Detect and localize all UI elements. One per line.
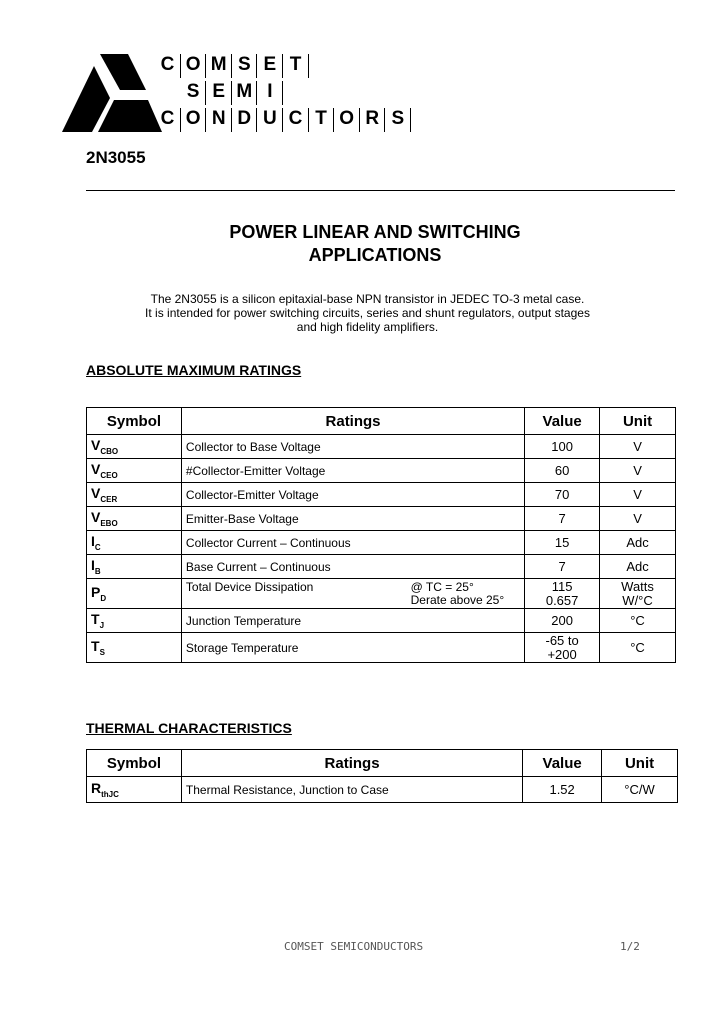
table-row <box>87 633 676 663</box>
rating-label: Storage Temperature <box>185 640 299 655</box>
thermal-heading: THERMAL CHARACTERISTICS <box>86 720 292 736</box>
unit-line1: V <box>633 486 642 502</box>
rating-label: Junction Temperature <box>185 613 302 628</box>
symbol-cell <box>87 579 182 609</box>
wordmark-letter: M <box>236 81 253 102</box>
symbol-letter: V <box>91 461 101 478</box>
table-row <box>87 507 676 531</box>
wordmark-letter: U <box>263 108 277 129</box>
unit-cell <box>600 483 676 507</box>
unit-line1: °C <box>630 639 645 655</box>
value-cell <box>525 555 600 579</box>
symbol-subscript: S <box>99 647 105 657</box>
col-ratings: Ratings <box>181 750 522 777</box>
wordmark-letter: S <box>186 81 200 102</box>
value-line1: 7 <box>558 510 566 526</box>
wordmark-letter: E <box>263 54 277 75</box>
wordmark-letter: C <box>288 108 303 129</box>
symbol-letter: P <box>91 584 101 601</box>
symbol-cell <box>87 633 182 663</box>
value-cell: 1.52 <box>523 777 602 803</box>
wordmark-letter: C <box>160 54 175 75</box>
symbol-cell <box>87 507 182 531</box>
value-cell <box>525 483 600 507</box>
wordmark-letter: S <box>237 54 251 75</box>
unit-cell <box>600 459 676 483</box>
unit-line1: Adc <box>626 534 649 550</box>
unit-cell: °C/W <box>602 777 678 803</box>
symbol-cell <box>87 531 182 555</box>
unit-line1: Adc <box>626 558 649 574</box>
rating-label: Collector to Base Voltage <box>185 439 321 454</box>
symbol-subscript: EBO <box>100 518 118 528</box>
value-line2: +200 <box>547 646 577 662</box>
col-unit: Unit <box>602 750 678 777</box>
page-title-line2: APPLICATIONS <box>308 245 442 265</box>
col-ratings: Ratings <box>181 408 524 435</box>
header-divider <box>86 190 675 191</box>
footer-company: COMSET SEMICONDUCTORS <box>284 940 424 953</box>
wordmark-letter: O <box>339 108 355 129</box>
value-line1: 60 <box>554 462 570 478</box>
wordmark-letter: C <box>160 108 175 129</box>
wordmark-separator <box>410 108 411 132</box>
symbol-cell <box>87 609 182 633</box>
unit-cell <box>600 555 676 579</box>
unit-cell <box>600 579 676 609</box>
value-cell <box>525 459 600 483</box>
thermal-table <box>86 749 678 803</box>
unit-line1: V <box>633 510 642 526</box>
table-header-row <box>87 750 678 777</box>
value-cell <box>525 633 600 663</box>
symbol-cell <box>87 435 182 459</box>
part-number: 2N3055 <box>86 148 146 167</box>
value-cell <box>525 609 600 633</box>
value-line1: 7 <box>558 558 566 574</box>
unit-cell <box>600 435 676 459</box>
table-header-row <box>87 408 676 435</box>
unit-cell <box>600 531 676 555</box>
condition-line2: Derate above 25° <box>410 592 505 607</box>
wordmark-letter: O <box>185 108 201 129</box>
table-row <box>87 555 676 579</box>
wordmark-letter: E <box>212 81 226 102</box>
value-line1: 15 <box>554 534 570 550</box>
unit-cell <box>600 633 676 663</box>
symbol-subscript: B <box>94 566 101 576</box>
symbol-subscript: D <box>100 593 107 603</box>
rating-label: Collector Current – Continuous <box>185 535 351 550</box>
value-line1: -65 to <box>545 632 579 648</box>
symbol-letter: T <box>91 638 100 655</box>
symbol-subscript: thJC <box>101 789 119 799</box>
company-logo-mark <box>62 52 162 134</box>
symbol-cell <box>87 459 182 483</box>
table-row <box>87 579 676 609</box>
rating-cell <box>181 507 524 531</box>
value-cell <box>525 507 600 531</box>
unit-cell <box>600 609 676 633</box>
col-symbol: Symbol <box>87 750 182 777</box>
value-cell <box>525 579 600 609</box>
rating-label: Base Current – Continuous <box>185 559 331 574</box>
wordmark-separator <box>308 54 309 78</box>
wordmark-separator <box>282 81 283 105</box>
symbol-subscript: J <box>99 620 105 630</box>
col-value: Value <box>523 750 602 777</box>
unit-line1: °C <box>630 612 645 628</box>
value-line1: 200 <box>551 612 573 628</box>
table-row <box>87 435 676 459</box>
wordmark-letter: T <box>289 54 302 75</box>
abs-max-table <box>86 407 676 663</box>
symbol-letter: I <box>91 533 95 550</box>
rating-cell <box>181 609 524 633</box>
condition-line1: @ TC = 25° <box>410 579 474 594</box>
rating-cell <box>181 531 524 555</box>
symbol-cell <box>87 483 182 507</box>
col-symbol: Symbol <box>87 408 182 435</box>
rating-cell <box>181 579 524 609</box>
wordmark-letter: R <box>365 108 380 129</box>
unit-line1: V <box>633 438 642 454</box>
col-value: Value <box>525 408 600 435</box>
symbol-letter: V <box>91 437 101 454</box>
wordmark-letter: S <box>391 108 405 129</box>
value-cell <box>525 435 600 459</box>
col-unit: Unit <box>600 408 676 435</box>
table-row <box>87 459 676 483</box>
rating-cell <box>181 459 524 483</box>
symbol-letter: I <box>91 557 95 574</box>
symbol-cell <box>87 777 182 803</box>
symbol-subscript: CBO <box>100 446 119 456</box>
abs-max-heading: ABSOLUTE MAXIMUM RATINGS <box>86 362 302 378</box>
rating-label: #Collector-Emitter Voltage <box>185 463 326 478</box>
unit-cell <box>600 507 676 531</box>
symbol-subscript: CER <box>100 494 118 504</box>
rating-label: Collector-Emitter Voltage <box>185 487 319 502</box>
wordmark-letter: M <box>210 54 227 75</box>
value-line1: 70 <box>554 486 570 502</box>
symbol-subscript: CEO <box>100 470 118 480</box>
value-line1: 115 <box>551 578 573 594</box>
page-title-line1: POWER LINEAR AND SWITCHING <box>229 222 521 242</box>
symbol-letter: T <box>91 611 100 628</box>
table-row <box>87 609 676 633</box>
wordmark-letter: D <box>237 108 252 129</box>
description-line3: and high fidelity amplifiers. <box>296 320 439 334</box>
rating-label: Total Device Dissipation <box>185 579 314 594</box>
symbol-letter: R <box>91 780 102 797</box>
table-row <box>87 531 676 555</box>
rating-cell <box>181 633 524 663</box>
table-row <box>87 777 678 803</box>
value-line1: 100 <box>551 438 573 454</box>
condition-text <box>411 581 521 607</box>
symbol-cell <box>87 555 182 579</box>
rating-cell <box>181 555 524 579</box>
table-row <box>87 483 676 507</box>
wordmark-letter: I <box>267 81 273 102</box>
wordmark-letter: O <box>185 54 201 75</box>
description-line1: The 2N3055 is a silicon epitaxial-base NPN transistor in JEDEC TO-3 metal case. <box>150 292 585 306</box>
value-cell <box>525 531 600 555</box>
unit-line2: W/°C <box>622 592 653 608</box>
description-line2: It is intended for power switching circuits, series and shunt regulators, output stages <box>145 306 590 320</box>
wordmark-letter: N <box>211 108 226 129</box>
value-line2: 0.657 <box>545 592 579 608</box>
rating-cell <box>181 483 524 507</box>
symbol-letter: V <box>91 485 101 502</box>
footer-page-number: 1/2 <box>620 940 640 953</box>
rating-cell: Thermal Resistance, Junction to Case <box>181 777 522 803</box>
rating-label: Emitter-Base Voltage <box>185 511 299 526</box>
wordmark-letter: T <box>315 108 327 129</box>
symbol-subscript: C <box>94 542 101 552</box>
symbol-letter: V <box>91 509 101 526</box>
rating-cell <box>181 435 524 459</box>
unit-line1: V <box>633 462 642 478</box>
unit-line1: Watts <box>621 578 654 594</box>
